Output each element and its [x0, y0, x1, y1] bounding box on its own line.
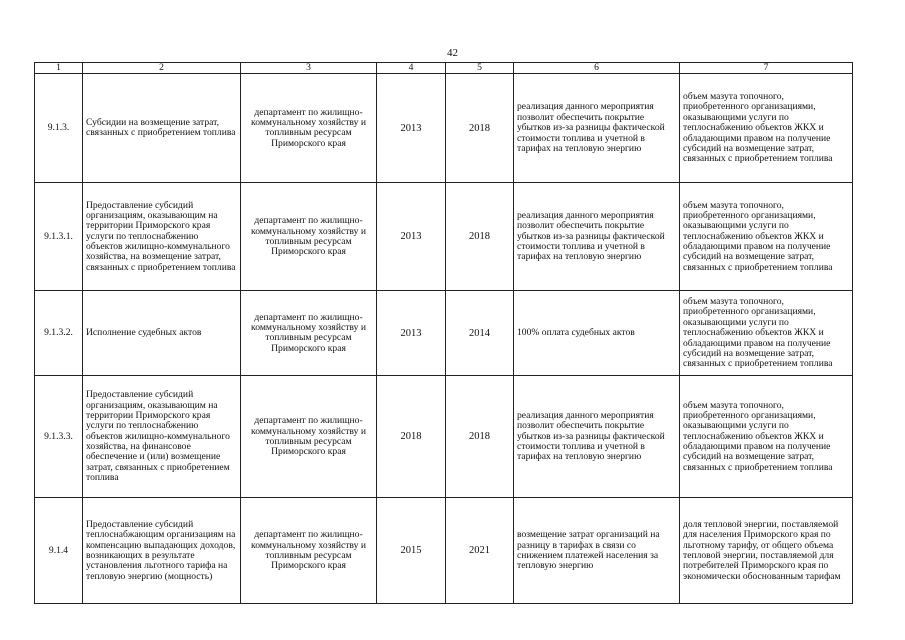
column-header: 2	[83, 63, 241, 74]
measure-number: 9.1.4	[35, 498, 83, 604]
table-row	[35, 74, 853, 183]
end-year: 2018	[446, 376, 514, 498]
measure-name: Предоставление субсидий организациям, оказывающим на территории Приморского края услуги по теплоснабжению объектов жилищно-коммунального хозяйства, на финансовое обеспечение и (или) возмещение затрат, связанных с приобретением топлива	[83, 376, 241, 498]
indicator: объем мазута топочного, приобретенного организациями, оказывающими услуги по теплоснабжению объектов ЖКХ и обладающими правом на получение субсидий на возмещение затрат, связанных с приобретением топлива	[680, 74, 853, 183]
measure-number: 9.1.3.	[35, 74, 83, 183]
page-number: 42	[447, 47, 458, 59]
header-row	[35, 63, 853, 74]
responsible-executor: департамент по жилищно-коммунальному хозяйству и топливным ресурсам Приморского края	[241, 376, 377, 498]
expected-result: 100% оплата судебных актов	[514, 291, 680, 376]
start-year: 2015	[377, 498, 446, 604]
column-header: 5	[446, 63, 514, 74]
responsible-executor: департамент по жилищно-коммунальному хозяйству и топливным ресурсам Приморского края	[241, 498, 377, 604]
expected-result: реализация данного мероприятия позволит обеспечить покрытие убытков из-за разницы фактической стоимости топлива и учетной в тарифах на тепловую энергию	[514, 183, 680, 291]
table-row	[35, 498, 853, 604]
indicator: объем мазута топочного, приобретенного организациями, оказывающими услуги по теплоснабжению объектов ЖКХ и обладающими правом на получение субсидий на возмещение затрат, связанных с приобретением топлива	[680, 291, 853, 376]
responsible-executor: департамент по жилищно-коммунальному хозяйству и топливным ресурсам Приморского края	[241, 291, 377, 376]
column-header: 4	[377, 63, 446, 74]
table-row	[35, 183, 853, 291]
start-year: 2013	[377, 183, 446, 291]
indicator: объем мазута топочного, приобретенного организациями, оказывающими услуги по теплоснабжению объектов ЖКХ и обладающими правом на получение субсидий на возмещение затрат, связанных с приобретением топлива	[680, 376, 853, 498]
measure-name: Предоставление субсидий теплоснабжающим организациям на компенсацию выпадающих доходов, возникающих в результате установления льготного тарифа на тепловую энергию (мощность)	[83, 498, 241, 604]
end-year: 2021	[446, 498, 514, 604]
end-year: 2018	[446, 183, 514, 291]
responsible-executor: департамент по жилищно-коммунальному хозяйству и топливным ресурсам Приморского края	[241, 74, 377, 183]
start-year: 2018	[377, 376, 446, 498]
end-year: 2018	[446, 74, 514, 183]
column-header: 7	[680, 63, 853, 74]
table-row	[35, 376, 853, 498]
end-year: 2014	[446, 291, 514, 376]
measure-name: Субсидии на возмещение затрат, связанных с приобретением топлива	[83, 74, 241, 183]
column-header: 1	[35, 63, 83, 74]
measure-name: Исполнение судебных актов	[83, 291, 241, 376]
column-header: 6	[514, 63, 680, 74]
responsible-executor: департамент по жилищно-коммунальному хозяйству и топливным ресурсам Приморского края	[241, 183, 377, 291]
measure-number: 9.1.3.3.	[35, 376, 83, 498]
program-measures-table	[34, 62, 853, 604]
measure-number: 9.1.3.2.	[35, 291, 83, 376]
measure-name: Предоставление субсидий организациям, оказывающим на территории Приморского края услуги по теплоснабжению объектов жилищно-коммунального хозяйства, на возмещение затрат, связанных с приобретением топлива	[83, 183, 241, 291]
start-year: 2013	[377, 291, 446, 376]
expected-result: реализация данного мероприятия позволит обеспечить покрытие убытков из-за разницы фактической стоимости топлива и учетной в тарифах на тепловую энергию	[514, 74, 680, 183]
indicator: доля тепловой энергии, поставляемой для населения Приморского края по льготному тарифу, от общего объема тепловой энергии, поставляемой для потребителей Приморского края по экономически обоснованным тарифам	[680, 498, 853, 604]
indicator: объем мазута топочного, приобретенного организациями, оказывающими услуги по теплоснабжению объектов ЖКХ и обладающими правом на получение субсидий на возмещение затрат, связанных с приобретением топлива	[680, 183, 853, 291]
table-row	[35, 291, 853, 376]
expected-result: реализация данного мероприятия позволит обеспечить покрытие убытков из-за разницы фактической стоимости топлива и учетной в тарифах на тепловую энергию	[514, 376, 680, 498]
expected-result: возмещение затрат организаций на разницу в тарифах в связи со снижением платежей населения за тепловую энергию	[514, 498, 680, 604]
measure-number: 9.1.3.1.	[35, 183, 83, 291]
column-header: 3	[241, 63, 377, 74]
start-year: 2013	[377, 74, 446, 183]
